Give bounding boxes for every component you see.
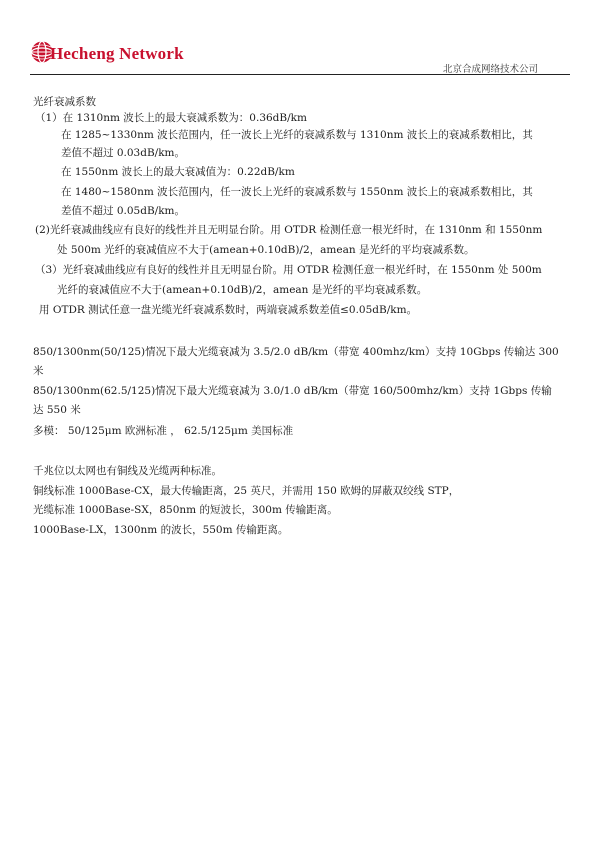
item3-line-1: （3）光纤衰减曲线应有良好的线性并且无明显台阶。用 OTDR 检测任意一根光纤时，在 1550nm 处 500m	[35, 264, 542, 276]
item1-line-1: 在 1285~1330nm 波长范围内，任一波长上光纤的衰减系数与 1310nm 波长上的衰减系数相比，其	[61, 129, 533, 141]
multimode-spec-2-line-2: 达 550 米	[33, 404, 81, 416]
item2-line-2: 处 500m 光纤的衰减值应不大于(amean+0.10dB)/2，amean 是光纤的平均衰减系数。	[57, 244, 475, 256]
item1-line-2: 差值不超过 0.03dB/km。	[61, 147, 186, 159]
item1-line-3: 在 1550nm 波长上的最大衰减值为：0.22dB/km	[61, 166, 295, 178]
item1-line-5: 差值不超过 0.05dB/km。	[61, 205, 186, 217]
fiber-sx-standard: 光缆标准 1000Base-SX，850nm 的短波长，300m 传输距离。	[33, 504, 338, 516]
gigabit-ethernet-title: 千兆位以太网也有铜线及光缆两种标准。	[33, 465, 222, 477]
header-rule	[30, 74, 570, 75]
multimode-spec-1-line-1: 850/1300nm(50/125)情况下最大光缆衰减为 3.5/2.0 dB/km（带宽 400mhz/km）支持 10Gbps 传输达 300	[33, 346, 559, 358]
section-title: 光纤衰减系数	[33, 96, 96, 108]
page-header	[0, 0, 600, 80]
fiber-lx-standard: 1000Base-LX，1300nm 的波长，550m 传输距离。	[33, 524, 289, 536]
multimode-spec-1-line-2: 米	[33, 365, 44, 377]
multimode-spec-2-line-1: 850/1300nm(62.5/125)情况下最大光缆衰减为 3.0/1.0 dB/km（带宽 160/500mhz/km）支持 1Gbps 传输	[33, 385, 552, 397]
company-name: 北京合成网络技术公司	[442, 64, 538, 75]
item2-line-1: (2)光纤衰减曲线应有良好的线性并且无明显台阶。用 OTDR 检测任意一根光纤时，在 1310nm 和 1550nm	[35, 224, 543, 236]
copper-standard: 铜线标准 1000Base-CX，最大传输距离，25 英尺，并需用 150 欧姆的屏蔽双绞线 STP，	[33, 485, 460, 497]
multimode-standards: 多模： 50/125μm 欧洲标准 ， 62.5/125μm 美国标准	[33, 425, 294, 437]
brand-name: Hecheng Network	[50, 44, 184, 63]
item3-line-2: 光纤的衰减值应不大于(amean+0.10dB)/2，amean 是光纤的平均衰减系数。	[57, 284, 428, 296]
item1-heading: （1）在 1310nm 波长上的最大衰减系数为：0.36dB/km	[35, 112, 307, 124]
otdr-line: 用 OTDR 测试任意一盘光缆光纤衰减系数时，两端衰减系数差值≤0.05dB/km。	[39, 304, 418, 316]
item1-line-4: 在 1480~1580nm 波长范围内，任一波长上光纤的衰减系数与 1550nm 波长上的衰减系数相比，其	[61, 186, 533, 198]
